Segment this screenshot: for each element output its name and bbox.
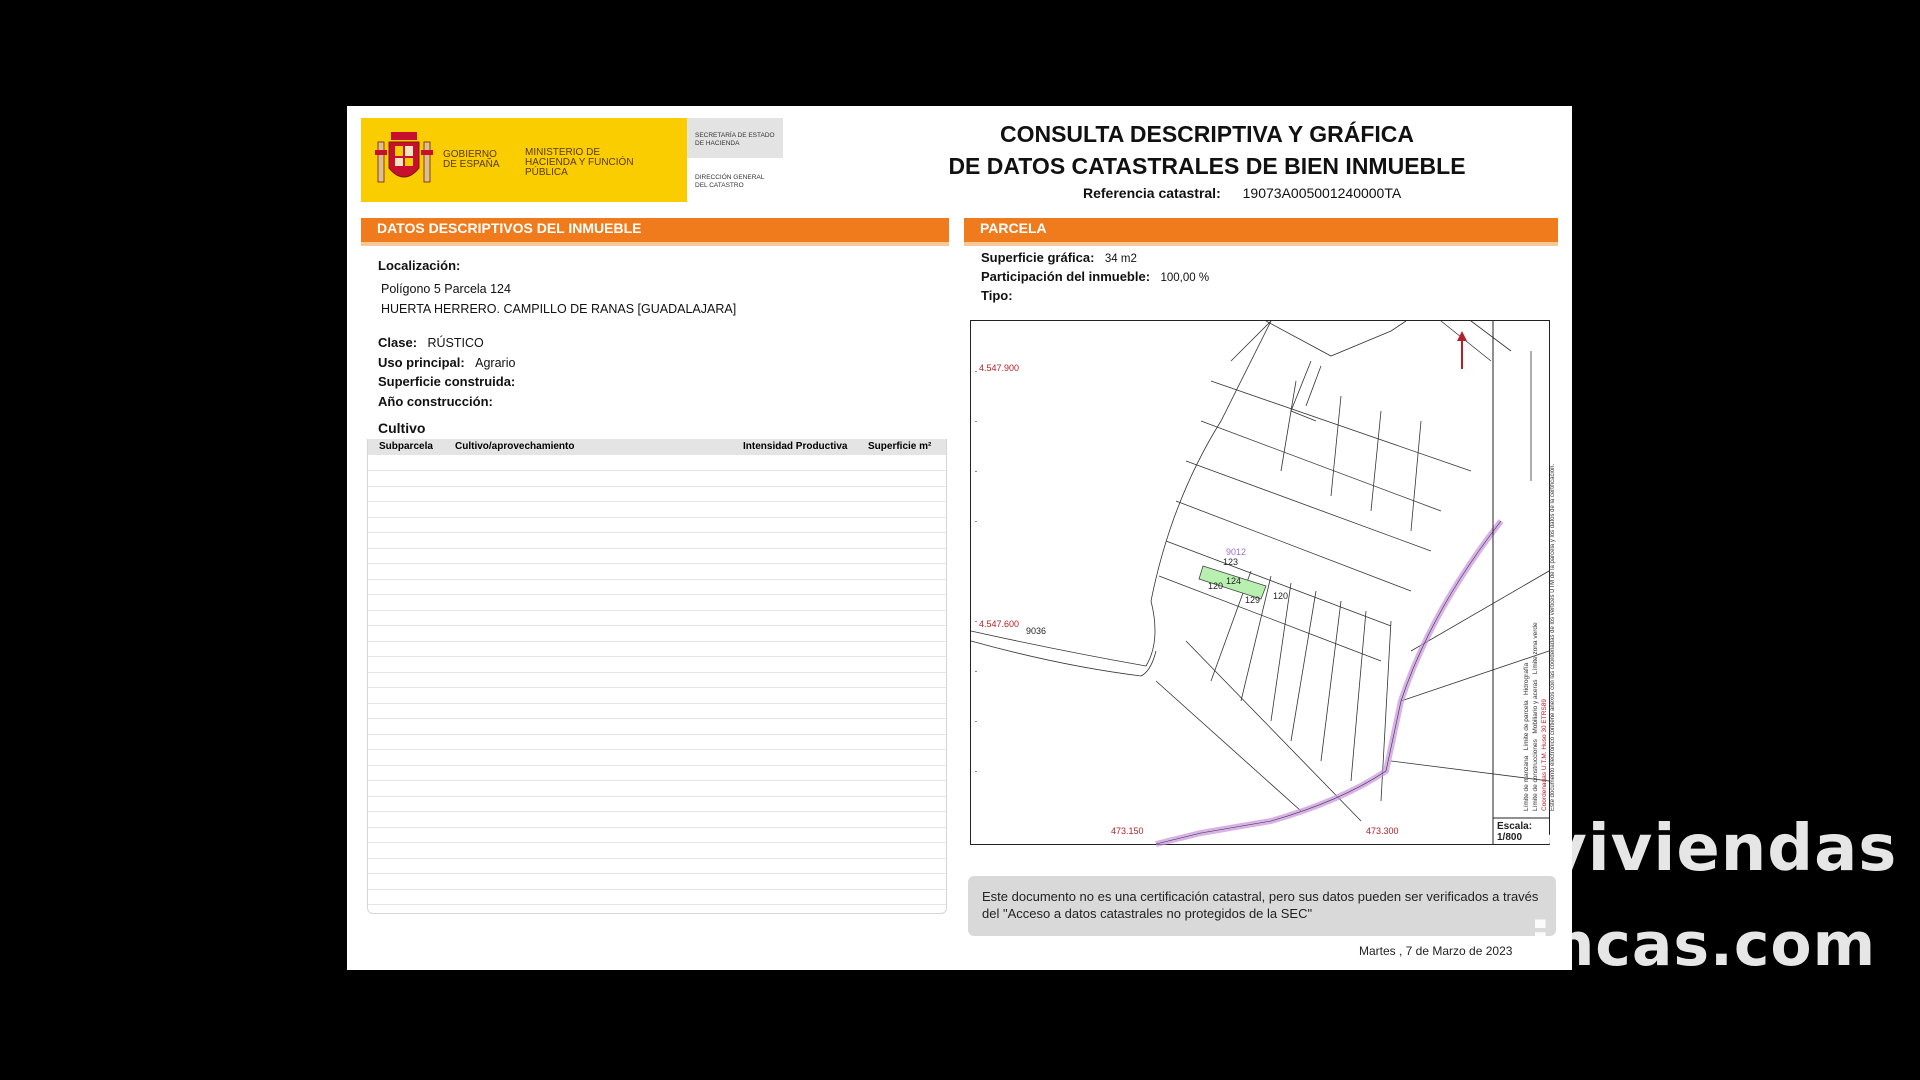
cultivo-table-row	[368, 657, 946, 673]
cultivo-table-row	[368, 827, 946, 843]
title-line-2: DE DATOS CATASTRALES DE BIEN INMUEBLE	[948, 153, 1466, 179]
legend-limite-parcela: Límite de parcela	[1523, 700, 1530, 751]
title-line-1: CONSULTA DESCRIPTIVA Y GRÁFICA	[999, 121, 1415, 147]
legend-limite-construcciones: Límite de construcciones	[1532, 739, 1539, 811]
cultivo-table-row	[368, 579, 946, 595]
map-label-120b: 120	[1273, 591, 1289, 601]
uso-label: Uso principal:	[378, 355, 465, 370]
cultivo-table-row	[368, 734, 946, 750]
clase-row	[378, 334, 484, 352]
direccion-text: DIRECCIÓN GENERAL DEL CATASTRO	[695, 174, 765, 189]
watermark-line-1: viviendas	[1545, 812, 1898, 886]
cultivo-table-row	[368, 517, 946, 533]
tipo-label: Tipo:	[981, 288, 1013, 303]
referencia-catastral	[1083, 185, 1401, 201]
catastro-document	[347, 106, 1572, 970]
localizacion-line-2: HUERTA HERRERO. CAMPILLO DE RANAS [GUADALAJARA]	[381, 302, 737, 316]
section-datos-descriptivos: DATOS DESCRIPTIVOS DEL INMUEBLE	[361, 218, 949, 246]
cultivo-table-row	[368, 843, 946, 859]
cultivo-table-row	[368, 455, 946, 471]
anio-construccion-label: Año construcción:	[378, 394, 493, 409]
map-legend	[1494, 321, 1556, 817]
cultivo-table-row	[368, 533, 946, 549]
legend-mobiliario: Mobiliario y aceras	[1532, 679, 1539, 734]
coord-y-mid: 4.547.600	[979, 619, 1020, 629]
ref-label: Referencia catastral:	[1083, 185, 1221, 201]
uso-value: Agrario	[475, 356, 516, 370]
col-superficie: Superficie m²	[868, 441, 932, 452]
localizacion-line-1: Polígono 5 Parcela 124	[381, 282, 511, 296]
coord-y-top: 4.547.900	[979, 363, 1020, 373]
cultivo-table-row	[368, 626, 946, 642]
cultivo-table-row	[368, 889, 946, 905]
cultivo-table-row	[368, 548, 946, 564]
map-label-124: 124	[1226, 576, 1242, 586]
legend-note: Este documento electrónico contiene anexos con las coordenadas de los vértices UTM de la parcela y los datos de la certificación.	[1550, 463, 1556, 811]
cultivo-table-row	[368, 688, 946, 704]
ministerio-text: MINISTERIO DE HACIENDA Y FUNCIÓN PÚBLICA	[525, 147, 634, 178]
superficie-grafica-label: Superficie gráfica:	[981, 250, 1095, 265]
cultivo-table-row	[368, 471, 946, 487]
cultivo-table-row	[368, 564, 946, 580]
cultivo-table-row	[368, 796, 946, 812]
legend-hidrografia: Hidrografía	[1523, 662, 1530, 695]
superficie-construida-label: Superficie construida:	[378, 374, 516, 389]
gobierno-text: GOBIERNO DE ESPAÑA	[443, 149, 500, 170]
secretaria-text: SECRETARÍA DE ESTADO DE HACIENDA	[687, 118, 783, 158]
disclaimer-note: Este documento no es una certificación catastral, pero sus datos pueden ser verificados a través del "Acceso a datos catastrales no protegidos de la SEC"	[968, 876, 1556, 936]
col-cultivo: Cultivo/aprovechamiento	[455, 441, 575, 452]
cultivo-title: Cultivo	[378, 420, 426, 436]
cultivo-table-header	[368, 439, 946, 455]
cultivo-table-row	[368, 610, 946, 626]
scale-value: 1/800	[1497, 832, 1523, 843]
cultivo-table-row	[368, 595, 946, 611]
cultivo-table-row	[368, 765, 946, 781]
superficie-grafica-value: 34 m2	[1104, 253, 1137, 265]
cultivo-table-row	[368, 641, 946, 657]
cadastral-map	[970, 320, 1556, 845]
legend-limite-manzana: Límite de manzana	[1523, 755, 1530, 811]
clase-label: Clase:	[378, 335, 418, 350]
cadastral-map-drawing	[971, 321, 1549, 844]
legend-zona-verde: Límite zona verde	[1532, 622, 1539, 675]
catastro-logo-side	[687, 118, 783, 202]
cultivo-table-row	[368, 703, 946, 719]
participacion-label: Participación del inmueble:	[981, 269, 1151, 284]
cultivo-table	[367, 439, 947, 914]
coord-x-right: 473.300	[1366, 826, 1399, 836]
clase-value: RÚSTICO	[427, 336, 484, 350]
document-title	[947, 118, 1467, 182]
coat-of-arms-icon	[375, 128, 433, 190]
localizacion-label: Localización:	[378, 258, 461, 273]
cultivo-table-row	[368, 719, 946, 735]
watermark-line-2: incas.com	[1530, 910, 1877, 980]
col-subparcela: Subparcela	[379, 441, 433, 452]
participacion-row	[981, 268, 1209, 286]
participacion-value: 100,00 %	[1160, 272, 1210, 284]
map-label-123: 123	[1223, 557, 1239, 567]
document-date: Martes , 7 de Marzo de 2023	[1359, 944, 1513, 958]
coord-x-left: 473.150	[1111, 826, 1144, 836]
cultivo-table-row	[368, 781, 946, 797]
map-label-129: 129	[1245, 595, 1261, 605]
gobierno-logo	[361, 118, 687, 202]
map-label-9036: 9036	[1026, 626, 1047, 636]
cultivo-table-row	[368, 858, 946, 874]
scale-label: Escala:	[1497, 821, 1533, 832]
map-label-120a: 120	[1208, 581, 1224, 591]
cultivo-table-row	[368, 812, 946, 828]
superficie-grafica-row	[981, 249, 1137, 267]
col-intensidad: Intensidad Productiva	[743, 441, 848, 452]
cultivo-table-row	[368, 874, 946, 890]
cultivo-table-row	[368, 672, 946, 688]
section-parcela: PARCELA	[964, 218, 1558, 246]
legend-coordenadas: Coordenadas U.T.M. Huso 30 ETRS89	[1541, 699, 1548, 811]
uso-row	[378, 354, 515, 372]
map-label-9012: 9012	[1226, 547, 1247, 557]
cultivo-table-row	[368, 750, 946, 766]
ref-value: 19073A005001240000TA	[1242, 185, 1402, 201]
cultivo-table-row	[368, 502, 946, 518]
cultivo-table-row	[368, 486, 946, 502]
